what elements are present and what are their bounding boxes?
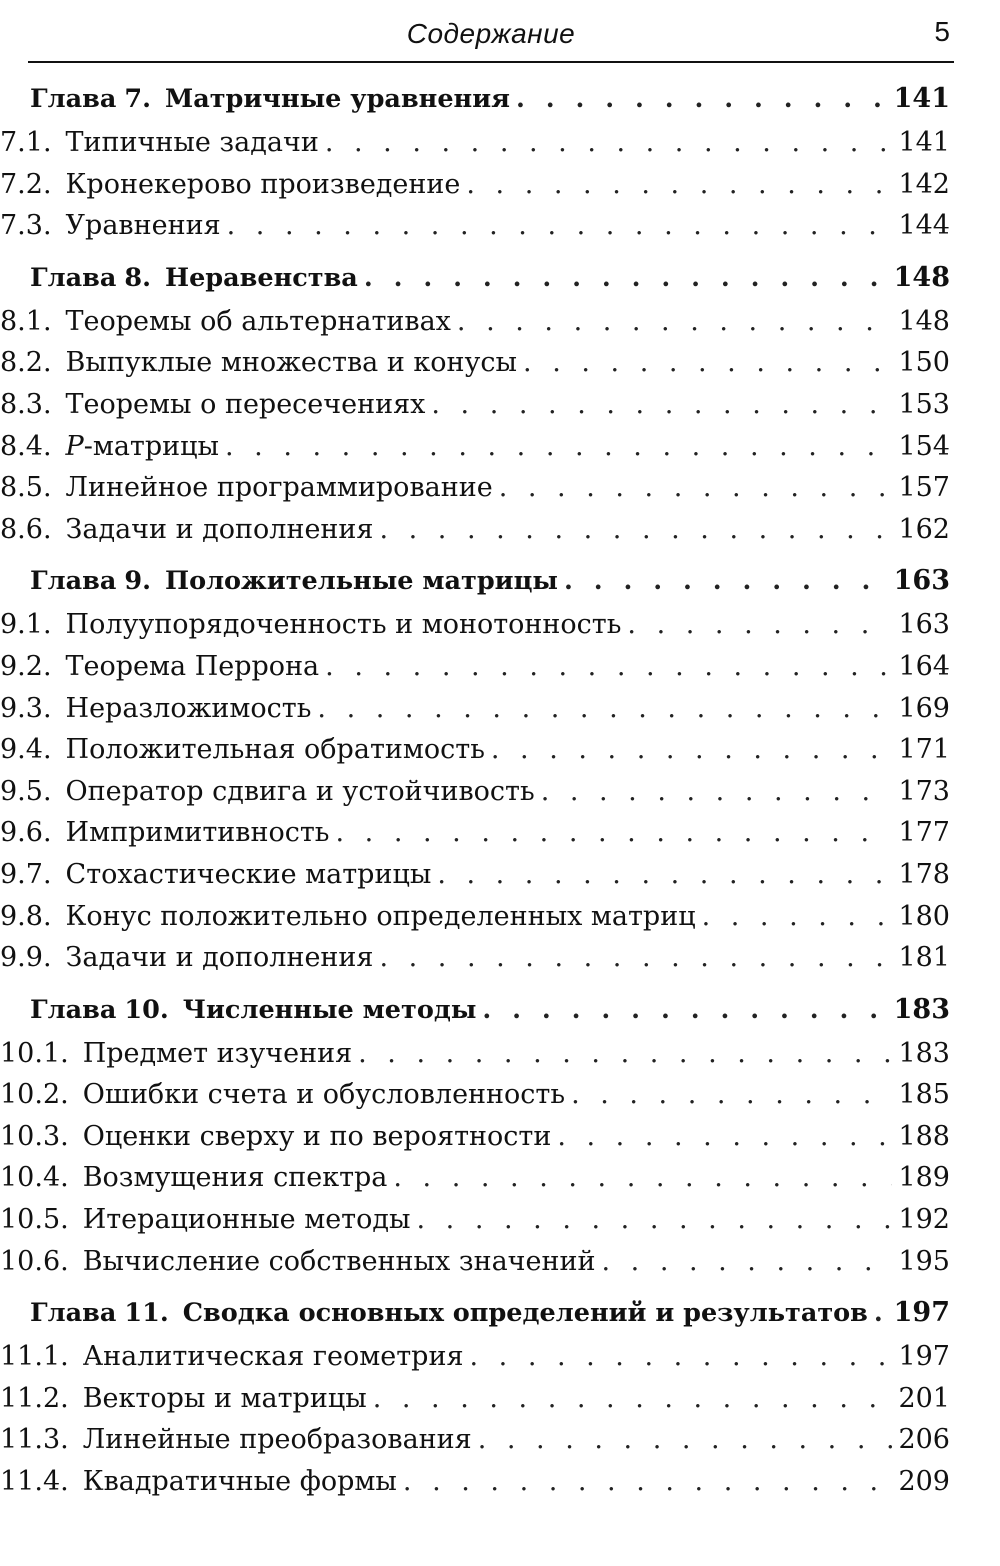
chapter-number: 8. xyxy=(124,262,151,293)
dot-leader xyxy=(379,509,892,551)
toc-section-entry[interactable] xyxy=(0,604,950,646)
chapter-page: 141 xyxy=(893,83,950,114)
section-number: 9.9. xyxy=(0,942,52,974)
section-page: 144 xyxy=(898,210,950,242)
dot-leader xyxy=(557,1116,892,1158)
toc-section-entry[interactable] xyxy=(0,937,950,979)
dot-leader xyxy=(571,1074,892,1116)
table-of-contents xyxy=(0,76,1000,1511)
dot-leader xyxy=(499,467,893,509)
dot-leader xyxy=(225,426,892,468)
toc-section-entry[interactable] xyxy=(0,1241,950,1283)
section-number: 10.2. xyxy=(0,1079,69,1111)
chapter-title: Матричные уравнения xyxy=(164,84,510,114)
toc-section-entry[interactable] xyxy=(0,1336,950,1378)
section-page: 185 xyxy=(898,1079,950,1111)
dot-leader xyxy=(437,854,892,896)
chapter-label: Глава xyxy=(30,994,117,1025)
toc-chapter-entry[interactable] xyxy=(0,987,950,1033)
dot-leader xyxy=(702,896,893,938)
section-title: Теорема Перрона xyxy=(65,650,320,682)
section-number: 7.3. xyxy=(0,210,52,242)
section-title-text: -матрицы xyxy=(83,430,219,462)
dot-leader xyxy=(469,1336,892,1378)
section-page: 195 xyxy=(898,1245,950,1277)
section-title: Задачи и дополнения xyxy=(65,942,374,974)
section-number: 9.7. xyxy=(0,858,52,890)
section-title: Вычисление собственных значений xyxy=(82,1245,596,1277)
section-number: 9.8. xyxy=(0,900,52,932)
section-page: 177 xyxy=(898,817,950,849)
section-title: Аналитическая геометрия xyxy=(82,1341,464,1373)
dot-leader xyxy=(523,342,892,384)
section-title: Теоремы о пересечениях xyxy=(65,388,426,420)
section-page: 201 xyxy=(898,1382,950,1414)
toc-chapter xyxy=(0,1290,1000,1502)
toc-section-entry[interactable] xyxy=(0,1199,950,1241)
chapter-label: Глава xyxy=(30,1298,117,1329)
section-page: 142 xyxy=(898,168,950,200)
toc-section-entry[interactable] xyxy=(0,301,950,343)
section-number: 9.6. xyxy=(0,817,52,849)
toc-section-entry[interactable] xyxy=(0,384,950,426)
section-title: Ошибки счета и обусловленность xyxy=(82,1079,566,1111)
toc-section-entry[interactable] xyxy=(0,205,950,247)
running-title: Содержание xyxy=(406,18,576,49)
section-number: 7.1. xyxy=(0,127,52,158)
section-page: 154 xyxy=(898,430,950,462)
chapter-label: Глава xyxy=(30,84,117,114)
section-title: Линейные преобразования xyxy=(82,1424,472,1456)
section-number: 9.5. xyxy=(0,775,52,807)
section-number: 10.3. xyxy=(0,1120,69,1152)
section-number: 11.2. xyxy=(0,1382,69,1414)
chapter-number: 11. xyxy=(124,1298,169,1329)
section-number: 10.6. xyxy=(0,1245,69,1277)
toc-section-entry[interactable] xyxy=(0,854,950,896)
section-number: 9.2. xyxy=(0,650,52,682)
toc-section-entry[interactable] xyxy=(0,509,950,551)
section-number: 8.5. xyxy=(0,472,52,504)
dot-leader xyxy=(379,937,892,979)
header-rule xyxy=(28,61,954,63)
section-page: 171 xyxy=(898,734,950,766)
dot-leader xyxy=(317,688,892,730)
section-title: Кронекерово произведение xyxy=(65,168,461,200)
chapter-label: Глава xyxy=(30,566,117,597)
chapter-title: Сводка основных определений и результатов xyxy=(182,1298,868,1329)
toc-section-entry[interactable] xyxy=(0,1461,950,1503)
section-page: 178 xyxy=(898,858,950,890)
section-page: 189 xyxy=(898,1162,950,1194)
section-title: Выпуклые множества и конусы xyxy=(65,347,518,379)
section-page: 197 xyxy=(898,1341,950,1373)
section-page: 188 xyxy=(898,1120,950,1152)
section-title: Неразложимость xyxy=(65,692,312,724)
section-page: 148 xyxy=(898,305,950,337)
toc-chapter xyxy=(0,987,1000,1283)
section-title: Предмет изучения xyxy=(82,1037,353,1069)
section-title: Конус положительно определенных матриц xyxy=(65,900,696,932)
dot-leader xyxy=(601,1241,892,1283)
dot-leader xyxy=(393,1157,892,1199)
dot-leader xyxy=(478,1419,893,1461)
section-title: Оператор сдвига и устойчивость xyxy=(65,775,535,807)
section-page: 173 xyxy=(898,775,950,807)
chapter-number: 10. xyxy=(124,994,169,1025)
toc-section-entry[interactable] xyxy=(0,164,950,206)
section-number: 9.4. xyxy=(0,734,52,766)
section-page: 181 xyxy=(898,942,950,974)
toc-section-entry[interactable] xyxy=(0,1378,950,1420)
section-number: 10.4. xyxy=(0,1162,69,1194)
section-page: 141 xyxy=(898,127,950,158)
section-number: 9.1. xyxy=(0,609,52,641)
section-title: Стохастические матрицы xyxy=(65,858,432,890)
dot-leader xyxy=(364,255,888,301)
toc-section-entry[interactable] xyxy=(0,1033,950,1075)
toc-section-entry[interactable] xyxy=(0,896,950,938)
section-title xyxy=(66,426,219,468)
toc-chapter-entry[interactable] xyxy=(0,255,950,301)
section-number: 8.3. xyxy=(0,388,52,420)
toc-chapter-entry[interactable] xyxy=(0,76,950,122)
dot-leader xyxy=(325,646,892,688)
chapter-number: 9. xyxy=(124,566,151,597)
section-page: 180 xyxy=(898,900,950,932)
toc-section-entry[interactable] xyxy=(0,771,950,813)
dot-leader xyxy=(564,558,888,604)
toc-section-entry[interactable] xyxy=(0,342,950,384)
dot-leader xyxy=(227,205,893,247)
toc-section-entry[interactable] xyxy=(0,812,950,854)
dot-leader xyxy=(431,384,892,426)
dot-leader xyxy=(482,987,887,1033)
toc-chapter xyxy=(0,255,1000,551)
section-number: 9.3. xyxy=(0,692,52,724)
section-page: 150 xyxy=(898,347,950,379)
section-page: 163 xyxy=(898,609,950,641)
toc-section-entry[interactable] xyxy=(0,122,950,164)
section-number: 11.4. xyxy=(0,1466,69,1498)
section-number: 11.1. xyxy=(0,1341,69,1373)
section-page: 157 xyxy=(898,472,950,504)
section-title: Линейное программирование xyxy=(65,472,493,504)
toc-section-entry[interactable] xyxy=(0,1157,950,1199)
section-title: Итерационные методы xyxy=(82,1204,411,1236)
section-title: Векторы и матрицы xyxy=(82,1382,367,1414)
dot-leader xyxy=(541,771,893,813)
dot-leader xyxy=(358,1033,892,1075)
section-title: Положительная обратимость xyxy=(65,734,485,766)
section-page: 209 xyxy=(898,1466,950,1498)
section-title: Импримитивность xyxy=(65,817,330,849)
section-title: Задачи и дополнения xyxy=(65,513,374,545)
dot-leader xyxy=(373,1378,893,1420)
dot-leader xyxy=(516,76,888,122)
section-number: 8.4. xyxy=(0,430,52,462)
toc-section-entry[interactable] xyxy=(0,1116,950,1158)
dot-leader xyxy=(336,812,893,854)
dot-leader xyxy=(417,1199,893,1241)
toc-section-entry[interactable] xyxy=(0,467,950,509)
section-title: Полуупорядоченность и монотонность xyxy=(65,609,622,641)
section-page: 162 xyxy=(898,513,950,545)
dot-leader xyxy=(466,164,892,206)
toc-section-entry[interactable] xyxy=(0,426,950,468)
running-head xyxy=(28,14,954,58)
chapter-title: Численные методы xyxy=(182,994,477,1025)
section-number: 11.3. xyxy=(0,1424,69,1456)
chapter-page: 197 xyxy=(893,1297,950,1329)
section-number: 10.1. xyxy=(0,1037,69,1069)
section-number: 8.6. xyxy=(0,513,52,545)
section-title: Уравнения xyxy=(65,210,221,242)
chapter-title: Положительные матрицы xyxy=(164,566,558,597)
toc-chapter-entry[interactable] xyxy=(0,1290,950,1336)
dot-leader xyxy=(325,122,893,164)
section-number: 8.1. xyxy=(0,305,52,337)
toc-chapter-entry[interactable] xyxy=(0,558,950,604)
page-number: 5 xyxy=(934,16,950,47)
section-page: 164 xyxy=(898,650,950,682)
section-page: 169 xyxy=(898,692,950,724)
toc-section-entry[interactable] xyxy=(0,688,950,730)
section-title: Теоремы об альтернативах xyxy=(65,305,451,337)
dot-leader xyxy=(627,604,892,646)
section-number: 10.5. xyxy=(0,1204,69,1236)
chapter-number: 7. xyxy=(124,84,151,114)
toc-section-entry[interactable] xyxy=(0,646,950,688)
section-page: 192 xyxy=(898,1204,950,1236)
chapter-title: Неравенства xyxy=(164,262,358,293)
dot-leader xyxy=(457,301,893,343)
section-title: Квадратичные формы xyxy=(82,1466,397,1498)
dot-leader xyxy=(403,1461,893,1503)
section-page: 183 xyxy=(898,1037,950,1069)
chapter-page: 148 xyxy=(893,261,950,293)
math-symbol: P xyxy=(65,430,84,462)
chapter-label: Глава xyxy=(30,262,117,293)
section-number: 7.2. xyxy=(0,168,52,200)
toc-section-entry[interactable] xyxy=(0,1419,950,1461)
section-page: 206 xyxy=(898,1424,950,1456)
dot-leader xyxy=(874,1290,888,1336)
toc-section-entry[interactable] xyxy=(0,1074,950,1116)
section-title: Оценки сверху и по вероятности xyxy=(82,1120,552,1152)
section-title: Типичные задачи xyxy=(65,127,319,158)
section-number: 8.2. xyxy=(0,347,52,379)
dot-leader xyxy=(491,729,893,771)
toc-section-entry[interactable] xyxy=(0,729,950,771)
toc-chapter xyxy=(0,558,1000,978)
toc-chapter xyxy=(0,76,1000,247)
chapter-page: 183 xyxy=(893,993,950,1025)
chapter-page: 163 xyxy=(893,565,950,597)
section-title: Возмущения спектра xyxy=(82,1162,388,1194)
section-page: 153 xyxy=(898,388,950,420)
